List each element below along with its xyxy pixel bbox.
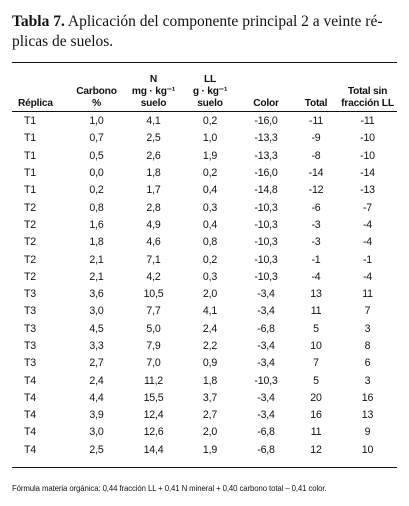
cell-ll-fraction: 1,9 <box>202 149 218 162</box>
cell-total: -4 <box>311 270 321 283</box>
cell-ll-fraction: 1,0 <box>202 132 218 145</box>
cell-total: 10 <box>310 340 322 352</box>
header-line: % <box>92 98 101 109</box>
cell-total: 7 <box>313 357 319 370</box>
cell-replica: T1 <box>24 184 36 197</box>
header-line: Color <box>253 98 279 109</box>
cell-n-mineral: 12,6 <box>143 426 164 439</box>
cell-color: -3,4 <box>257 357 275 370</box>
cell-total: 16 <box>310 409 322 422</box>
cell-color: -10,3 <box>254 253 278 266</box>
table-row <box>12 130 397 147</box>
cell-total-sin-ll: 16 <box>361 391 374 404</box>
cell-color: -10,3 <box>254 218 278 231</box>
table-row <box>12 390 397 407</box>
cell-total-sin-ll: -7 <box>362 201 373 214</box>
cell-color: -3,4 <box>257 288 275 301</box>
cell-replica: T3 <box>24 288 36 301</box>
table-row <box>12 165 397 182</box>
cell-ll-fraction: 0,2 <box>202 253 218 266</box>
header-line: N <box>149 74 158 85</box>
cell-ll-fraction: 2,0 <box>202 288 218 301</box>
table-row <box>12 372 397 389</box>
cell-carbono: 3,0 <box>89 305 104 318</box>
cell-n-mineral: 4,1 <box>146 115 161 128</box>
cell-ll-fraction: 0,2 <box>202 167 218 180</box>
cell-replica: T2 <box>24 201 36 214</box>
cell-n-mineral: 7,1 <box>146 253 161 266</box>
header-carbono <box>68 66 125 113</box>
cell-total-sin-ll: 8 <box>364 340 371 352</box>
header-line: Total <box>304 98 328 109</box>
cell-n-mineral: 2,5 <box>146 132 161 145</box>
cell-total: -9 <box>311 132 321 145</box>
header-line: suelo <box>140 98 167 109</box>
cell-color: -10,3 <box>254 201 278 214</box>
cell-total-sin-ll: 10 <box>361 443 374 456</box>
cell-ll-fraction: 0,3 <box>202 201 218 214</box>
cell-total: -1 <box>311 253 321 266</box>
data-table <box>12 66 397 459</box>
cell-carbono: 2,5 <box>89 443 104 456</box>
table-row <box>12 303 397 320</box>
cell-total-sin-ll: -1 <box>362 253 373 266</box>
table-row <box>12 217 397 234</box>
cell-carbono: 2,1 <box>89 270 104 283</box>
cell-replica: T4 <box>24 409 36 422</box>
cell-total: 12 <box>310 443 322 456</box>
cell-carbono: 0,7 <box>89 132 104 145</box>
header-row <box>12 66 397 113</box>
cell-carbono: 4,4 <box>89 391 104 404</box>
cell-ll-fraction: 0,9 <box>202 357 218 370</box>
cell-color: -13,3 <box>254 149 278 162</box>
cell-ll-fraction: 2,0 <box>202 426 218 439</box>
cell-n-mineral: 7,0 <box>146 357 161 370</box>
cell-ll-fraction: 2,4 <box>202 322 218 335</box>
cell-total-sin-ll: 3 <box>364 374 371 387</box>
cell-color: -6,8 <box>257 322 275 335</box>
cell-carbono: 1,6 <box>89 218 104 231</box>
cell-ll-fraction: 0,8 <box>202 236 218 249</box>
cell-n-mineral: 12,4 <box>143 409 164 422</box>
cell-total: 5 <box>313 322 319 335</box>
cell-total-sin-ll: 9 <box>364 426 371 439</box>
cell-total-sin-ll: -4 <box>362 270 373 283</box>
cell-replica: T4 <box>24 426 36 439</box>
cell-ll-fraction: 1,9 <box>202 443 218 456</box>
table-body <box>12 113 397 459</box>
cell-color: -14,8 <box>254 184 278 197</box>
top-rule <box>12 62 397 63</box>
cell-n-mineral: 10,5 <box>143 288 164 301</box>
cell-total-sin-ll: -4 <box>362 218 373 231</box>
cell-replica: T2 <box>24 218 36 231</box>
caption-text: Aplicación del componente principal 2 a veinte ré-plicas de suelos. <box>12 13 383 50</box>
cell-color: -16,0 <box>254 115 278 128</box>
cell-carbono: 3,3 <box>89 340 104 352</box>
table-row <box>12 148 397 165</box>
bottom-rule <box>12 467 397 468</box>
cell-total-sin-ll: 11 <box>362 288 373 301</box>
cell-ll-fraction: 0,2 <box>202 115 218 128</box>
cell-replica: T3 <box>24 305 36 318</box>
cell-replica: T2 <box>24 270 36 283</box>
cell-n-mineral: 1,8 <box>146 167 161 180</box>
cell-carbono: 0,0 <box>89 167 104 180</box>
cell-replica: T4 <box>24 374 36 387</box>
cell-total: 11 <box>310 426 322 439</box>
cell-replica: T1 <box>24 167 36 180</box>
header-line: Carbono <box>76 86 117 97</box>
table-row <box>12 286 397 303</box>
table-row <box>12 182 397 199</box>
cell-replica: T2 <box>24 253 36 266</box>
cell-color: -6,8 <box>257 443 275 456</box>
cell-total-sin-ll: -10 <box>360 132 375 145</box>
cell-ll-fraction: 0,4 <box>202 184 218 197</box>
cell-color: -3,4 <box>257 391 275 404</box>
footnote: Fórmula materia orgánica: 0,44 fracción LL + 0,41 N mineral + 0,40 carbono total – 0,41 color. <box>12 484 327 493</box>
cell-ll-fraction: 4,1 <box>202 305 218 318</box>
cell-total-sin-ll: -13 <box>360 184 375 197</box>
table-row <box>12 251 397 268</box>
cell-carbono: 0,5 <box>89 149 104 162</box>
cell-carbono: 2,7 <box>89 357 104 370</box>
cell-color: -10,3 <box>254 374 278 387</box>
header-color <box>238 66 294 113</box>
cell-total: 11 <box>310 305 322 318</box>
cell-total: -6 <box>311 201 321 214</box>
cell-total-sin-ll: -10 <box>360 149 375 162</box>
header-n-mineral <box>125 66 182 113</box>
header-line: Total sin <box>347 86 388 97</box>
header-ll-fraction <box>182 66 238 113</box>
header-total <box>294 66 338 113</box>
cell-ll-fraction: 3,7 <box>202 391 218 404</box>
cell-total: -14 <box>308 167 324 180</box>
cell-color: -3,4 <box>257 305 275 318</box>
caption-label: Tabla 7. <box>12 13 65 30</box>
cell-n-mineral: 4,9 <box>146 218 161 231</box>
table-row <box>12 269 397 286</box>
header-replica <box>12 66 68 113</box>
cell-replica: T2 <box>24 236 36 249</box>
cell-color: -6,8 <box>257 426 275 439</box>
cell-carbono: 0,2 <box>89 184 104 197</box>
cell-total-sin-ll: -11 <box>360 115 375 128</box>
table-row <box>12 234 397 251</box>
cell-n-mineral: 4,6 <box>146 236 161 249</box>
header-line: fracción LL <box>341 98 394 109</box>
header-total-sin-ll <box>338 66 397 113</box>
cell-carbono: 3,9 <box>89 409 104 422</box>
cell-carbono: 3,0 <box>89 426 104 439</box>
cell-total: -11 <box>309 115 323 128</box>
cell-replica: T4 <box>24 391 36 404</box>
table-row <box>12 338 397 355</box>
cell-ll-fraction: 0,3 <box>202 270 218 283</box>
cell-total: 13 <box>310 288 322 301</box>
cell-total-sin-ll: 6 <box>364 357 371 370</box>
cell-total-sin-ll: -14 <box>360 167 375 180</box>
cell-n-mineral: 2,8 <box>146 201 161 214</box>
cell-n-mineral: 7,9 <box>146 340 161 352</box>
table-row <box>12 355 397 372</box>
cell-n-mineral: 4,2 <box>146 270 161 283</box>
cell-total: -8 <box>311 149 321 162</box>
cell-total: 20 <box>310 391 322 404</box>
cell-n-mineral: 14,4 <box>143 443 164 456</box>
cell-n-mineral: 15,5 <box>143 391 164 404</box>
cell-replica: T3 <box>24 322 36 335</box>
cell-ll-fraction: 1,8 <box>202 374 218 387</box>
header-line: g · kg⁻¹ <box>192 86 228 97</box>
cell-n-mineral: 1,7 <box>146 184 161 197</box>
cell-total-sin-ll: 7 <box>364 305 371 318</box>
cell-carbono: 2,1 <box>89 253 104 266</box>
cell-carbono: 3,6 <box>89 288 104 301</box>
cell-replica: T1 <box>24 149 36 162</box>
cell-color: -10,3 <box>254 236 278 249</box>
cell-n-mineral: 2,6 <box>146 149 161 162</box>
cell-replica: T1 <box>24 132 36 145</box>
cell-color: -16,0 <box>254 167 278 180</box>
header-line: mg · kg⁻¹ <box>131 86 176 97</box>
cell-total-sin-ll: 13 <box>361 409 374 422</box>
header-line: Réplica <box>18 98 53 109</box>
cell-carbono: 1,8 <box>89 236 104 249</box>
cell-ll-fraction: 0,4 <box>202 218 218 231</box>
cell-color: -13,3 <box>254 132 278 145</box>
cell-color: -10,3 <box>254 270 278 283</box>
cell-carbono: 1,0 <box>89 115 104 128</box>
cell-ll-fraction: 2,2 <box>202 340 218 352</box>
table-row <box>12 199 397 216</box>
cell-total-sin-ll: 3 <box>364 322 371 335</box>
cell-n-mineral: 11,2 <box>143 374 164 387</box>
header-line: suelo <box>197 98 223 109</box>
cell-color: -3,4 <box>257 340 275 352</box>
cell-total: -3 <box>311 236 321 249</box>
header-line: LL <box>203 74 217 85</box>
cell-carbono: 0,8 <box>89 201 104 214</box>
table-row <box>12 424 397 441</box>
cell-n-mineral: 7,7 <box>146 305 161 318</box>
table-row <box>12 113 397 130</box>
cell-replica: T4 <box>24 443 36 456</box>
cell-ll-fraction: 2,7 <box>202 409 218 422</box>
cell-replica: T3 <box>24 357 36 370</box>
table-row <box>12 321 397 338</box>
cell-total: -12 <box>308 184 324 197</box>
table-row <box>12 407 397 424</box>
cell-replica: T1 <box>24 115 36 128</box>
cell-carbono: 4,5 <box>89 322 104 335</box>
table-row <box>12 442 397 459</box>
table-caption <box>12 12 400 52</box>
cell-color: -3,4 <box>257 409 275 422</box>
cell-total: 5 <box>313 374 319 387</box>
cell-replica: T3 <box>24 340 36 352</box>
cell-total: -3 <box>311 218 321 231</box>
cell-n-mineral: 5,0 <box>146 322 161 335</box>
cell-total-sin-ll: -4 <box>362 236 373 249</box>
cell-carbono: 2,4 <box>89 374 104 387</box>
